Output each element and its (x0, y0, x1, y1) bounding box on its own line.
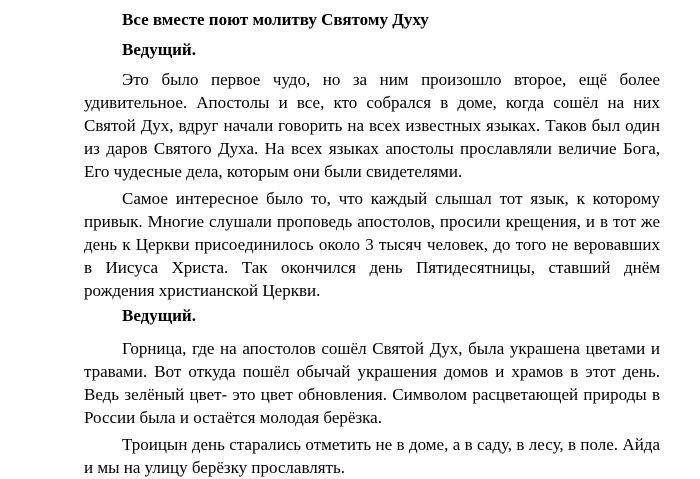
paragraph-first-miracle: Это было первое чудо, но за ним произошло второе, ещё более удивительное. Апостолы и все, кто собрался в доме, когда сошёл на них Святой Дух, вдруг начали говорить на всех известных языках. Таков был один из даров Святого Духа. На всех языках апостолы прославляли величие Бога, Его чудесные дела, которым они были свидетелями. (84, 70, 660, 181)
paragraph-pentecost-church-birth: Самое интересное было то, что каждый слышал тот язык, к которому привык. Многие слушали проповедь апостолов, просили крещения, и в тот же день к Церкви присоединилось около 3 тысяч человек, до того не веровавших в Иисуса Христа. Так окончился день Пятидесятницы, ставший днём рождения христианской Церкви. (84, 189, 660, 300)
paragraph-gornitsa-decoration: Горница, где на апостолов сошёл Святой Дух, была украшена цветами и травами. Вот откуда пошёл обычай украшения домов и храмов в этот день. Ведь зелёный цвет- это цвет обновления. Символом расцветающей природы в России была и остаётся молодая берёзка. (84, 339, 660, 427)
paragraph-trinity-day-outdoors: Троицын день старались отметить не в доме, а в саду, в лесу, в поле. Айда и мы на улицу берёзку прославлять. (84, 435, 660, 477)
speaker-label-host-2: Ведущий. (122, 306, 196, 325)
heading-prayer-to-holy-spirit: Все вместе поют молитву Святому Духу (122, 10, 429, 29)
speaker-label-host-1: Ведущий. (122, 40, 196, 59)
